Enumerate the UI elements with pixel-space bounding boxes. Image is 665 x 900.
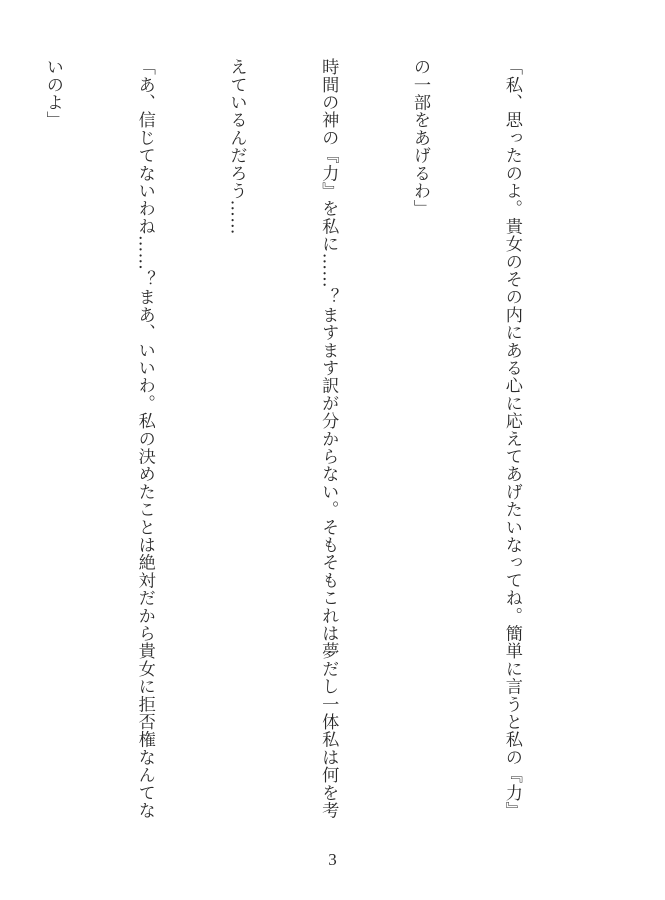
text-line: の一部をあげるわ」	[410, 58, 431, 218]
vertical-text-body	[42, 58, 588, 836]
text-line: 「あ、信じてないわね……？まあ、いいわ。私の決めたことは絶対だから貴女に拒否権なんてな	[134, 58, 155, 820]
text-line: 時間の神の『力』を私に……？ますます訳が分からない。そもそもこれは夢だし一体私は何を考	[318, 58, 339, 820]
page-number: 3	[328, 850, 337, 869]
text-line: 「私、思ったのよ。貴女のその内にある心に応えてあげたいなってね。簡単に言うと私の『力』	[501, 58, 522, 820]
text-line: えているんだろう……	[226, 58, 247, 235]
text-line: いのよ」	[42, 58, 63, 129]
